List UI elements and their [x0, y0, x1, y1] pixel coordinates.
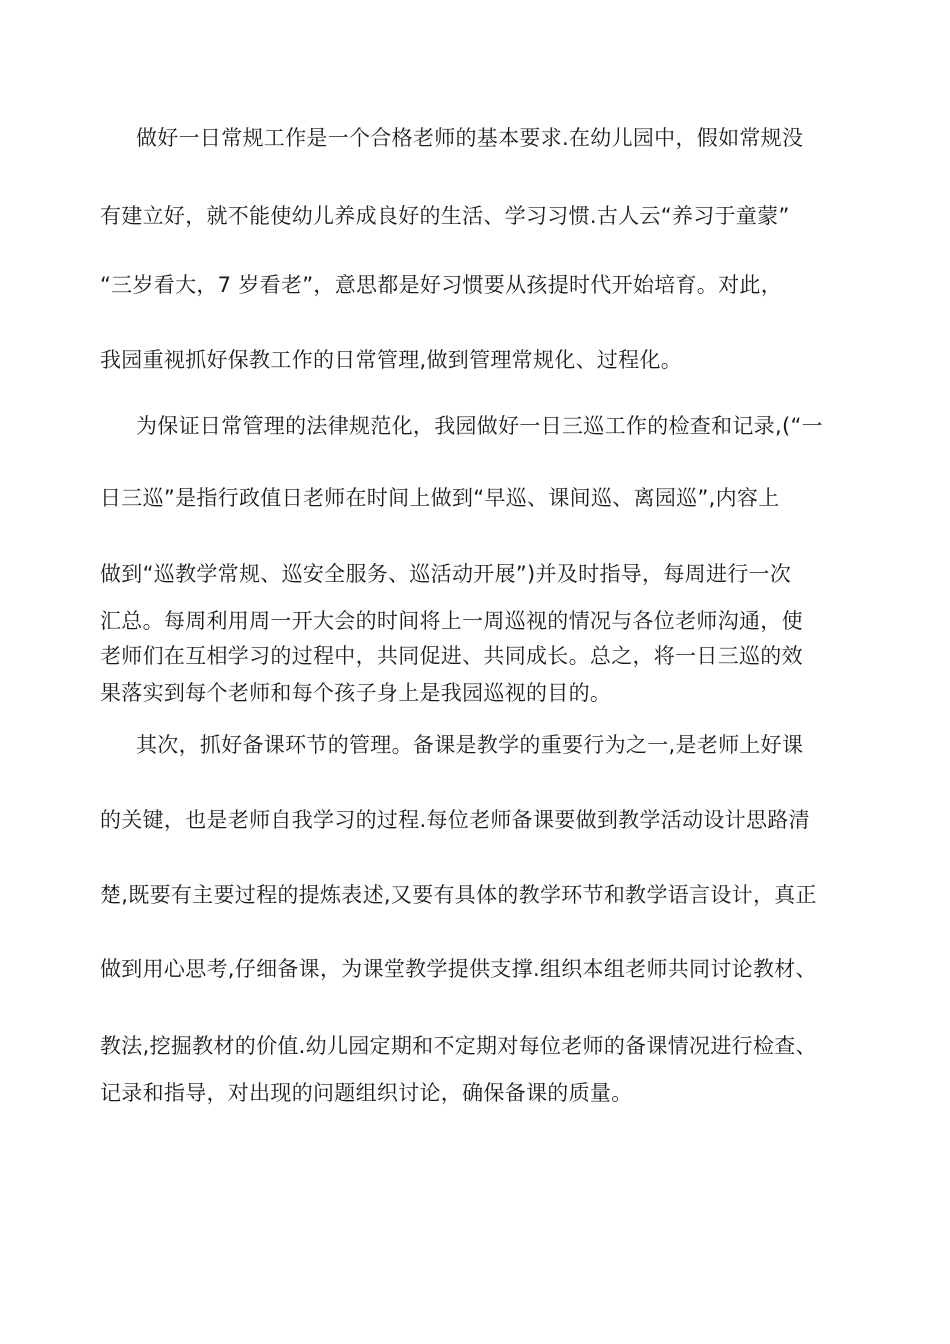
paragraph-2-line-3: 做到“巡教学常规、巡安全服务、巡活动开展”)并及时指导，每周进行一次 — [100, 562, 792, 586]
paragraph-2-line-4: 汇总。每周利用周一开大会的时间将上一周巡视的情况与各位老师沟通，使 — [100, 609, 803, 633]
paragraph-2-line-2: 日三巡”是指行政值日老师在时间上做到“早巡、课间巡、离园巡”,内容上 — [100, 486, 780, 510]
paragraph-1-line-2: 有建立好，就不能使幼儿养成良好的生活、学习习惯.古人云“养习于童蒙” — [100, 204, 790, 228]
paragraph-3-line-1: 其次，抓好备课环节的管理。备课是教学的重要行为之一,是老师上好课 — [136, 733, 804, 757]
paragraph-3-line-4: 做到用心思考,仔细备课，为课堂教学提供支撑.组织本组老师共同讨论教材、 — [100, 957, 817, 981]
paragraph-1-line-1: 做好一日常规工作是一个合格老师的基本要求.在幼儿园中，假如常规没 — [136, 126, 804, 150]
paragraph-1-line-3: “三岁看大，7 岁看老”，意思都是好习惯要从孩提时代开始培育。对此， — [100, 273, 782, 297]
paragraph-3-line-2: 的关键，也是老师自我学习的过程.每位老师备课要做到教学活动设计思路清 — [100, 808, 810, 832]
paragraph-3-line-3: 楚,既要有主要过程的提炼表述,又要有具体的教学环节和教学语言设计，真正 — [100, 883, 817, 907]
paragraph-2-line-5: 老师们在互相学习的过程中，共同促进、共同成长。总之，将一日三巡的效 — [100, 644, 803, 668]
paragraph-2-line-6: 果落实到每个老师和每个孩子身上是我园巡视的目的。 — [100, 681, 612, 705]
paragraph-3-line-5: 教法,挖掘教材的价值.幼儿园定期和不定期对每位老师的备课情况进行检查、 — [100, 1034, 817, 1058]
paragraph-3-line-6: 记录和指导，对出现的问题组织讨论，确保备课的质量。 — [100, 1081, 633, 1105]
paragraph-1-line-4: 我园重视抓好保教工作的日常管理,做到管理常规化、过程化。 — [100, 348, 683, 372]
paragraph-2-line-1: 为保证日常管理的法律规范化，我园做好一日三巡工作的检查和记录,(“一 — [136, 414, 823, 438]
